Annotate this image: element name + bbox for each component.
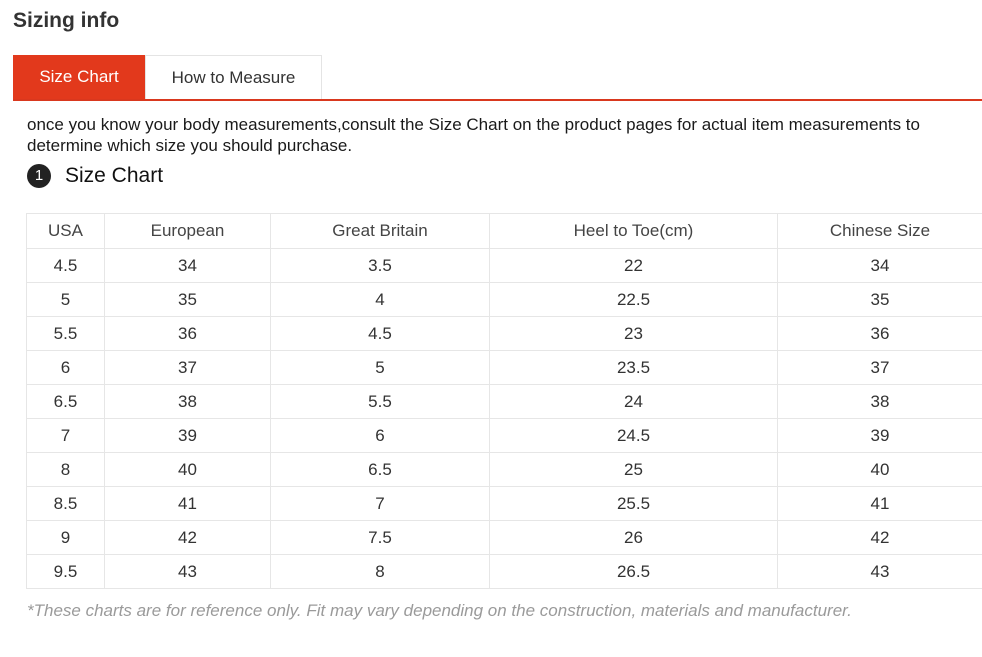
table-cell: 26.5 [490, 555, 778, 589]
table-cell: 40 [778, 453, 982, 487]
table-cell: 34 [778, 249, 982, 283]
table-header-row [27, 214, 982, 249]
table-cell: 34 [105, 249, 271, 283]
column-header-usa: USA [27, 214, 105, 249]
table-cell: 4.5 [271, 317, 490, 351]
table-cell: 43 [105, 555, 271, 589]
intro-line-2: determine which size you should purchase. [27, 136, 353, 155]
table-row [27, 249, 982, 283]
table-cell: 9 [27, 521, 105, 555]
tab-size-chart[interactable]: Size Chart [13, 55, 145, 99]
intro-line-1: once you know your body measurements,consult the Size Chart on the product pages for actual item measurements to [27, 115, 920, 134]
table-cell: 43 [778, 555, 982, 589]
table-cell: 9.5 [27, 555, 105, 589]
table-cell: 38 [778, 385, 982, 419]
table-cell: 4.5 [27, 249, 105, 283]
page-title: Sizing info [13, 9, 120, 32]
table-cell: 42 [778, 521, 982, 555]
table-cell: 37 [105, 351, 271, 385]
table-cell: 36 [778, 317, 982, 351]
table-cell: 4 [271, 283, 490, 317]
table-cell: 6.5 [27, 385, 105, 419]
table-cell: 5 [271, 351, 490, 385]
section-title: Size Chart [65, 164, 164, 187]
table-cell: 7 [27, 419, 105, 453]
table-body [27, 249, 982, 589]
table-cell: 40 [105, 453, 271, 487]
section-heading [27, 162, 163, 190]
table-cell: 23 [490, 317, 778, 351]
table-cell: 6 [27, 351, 105, 385]
table-cell: 37 [778, 351, 982, 385]
table-row [27, 385, 982, 419]
tab-bar [13, 55, 982, 101]
table-row [27, 419, 982, 453]
table-cell: 42 [105, 521, 271, 555]
table-cell: 5.5 [27, 317, 105, 351]
column-header-chinese-size: Chinese Size [778, 214, 982, 249]
table-row [27, 317, 982, 351]
table-cell: 41 [105, 487, 271, 521]
table-row [27, 283, 982, 317]
table-cell: 38 [105, 385, 271, 419]
table-cell: 3.5 [271, 249, 490, 283]
table-row [27, 487, 982, 521]
step-number-badge: 1 [27, 164, 51, 188]
table-cell: 35 [778, 283, 982, 317]
table-cell: 8 [271, 555, 490, 589]
table-cell: 8 [27, 453, 105, 487]
table-cell: 5.5 [271, 385, 490, 419]
table-cell: 26 [490, 521, 778, 555]
size-chart-table [26, 213, 982, 589]
table-cell: 24.5 [490, 419, 778, 453]
table-cell: 39 [105, 419, 271, 453]
table-cell: 23.5 [490, 351, 778, 385]
table-cell: 22.5 [490, 283, 778, 317]
table-cell: 22 [490, 249, 778, 283]
footnote: *These charts are for reference only. Fit may vary depending on the construction, materials and manufacturer. [27, 601, 852, 620]
table-row [27, 555, 982, 589]
table-cell: 36 [105, 317, 271, 351]
table-cell: 24 [490, 385, 778, 419]
intro-text [27, 114, 982, 156]
column-header-great-britain: Great Britain [271, 214, 490, 249]
table-cell: 25.5 [490, 487, 778, 521]
table-row [27, 453, 982, 487]
table-cell: 8.5 [27, 487, 105, 521]
table-cell: 35 [105, 283, 271, 317]
column-header-european: European [105, 214, 271, 249]
table-cell: 25 [490, 453, 778, 487]
table-row [27, 351, 982, 385]
table-cell: 6 [271, 419, 490, 453]
table-cell: 6.5 [271, 453, 490, 487]
tab-how-to-measure[interactable]: How to Measure [145, 55, 322, 99]
column-header-heel-to-toe: Heel to Toe(cm) [490, 214, 778, 249]
table-cell: 39 [778, 419, 982, 453]
table-cell: 5 [27, 283, 105, 317]
table-cell: 7 [271, 487, 490, 521]
table-cell: 7.5 [271, 521, 490, 555]
table-cell: 41 [778, 487, 982, 521]
table-row [27, 521, 982, 555]
